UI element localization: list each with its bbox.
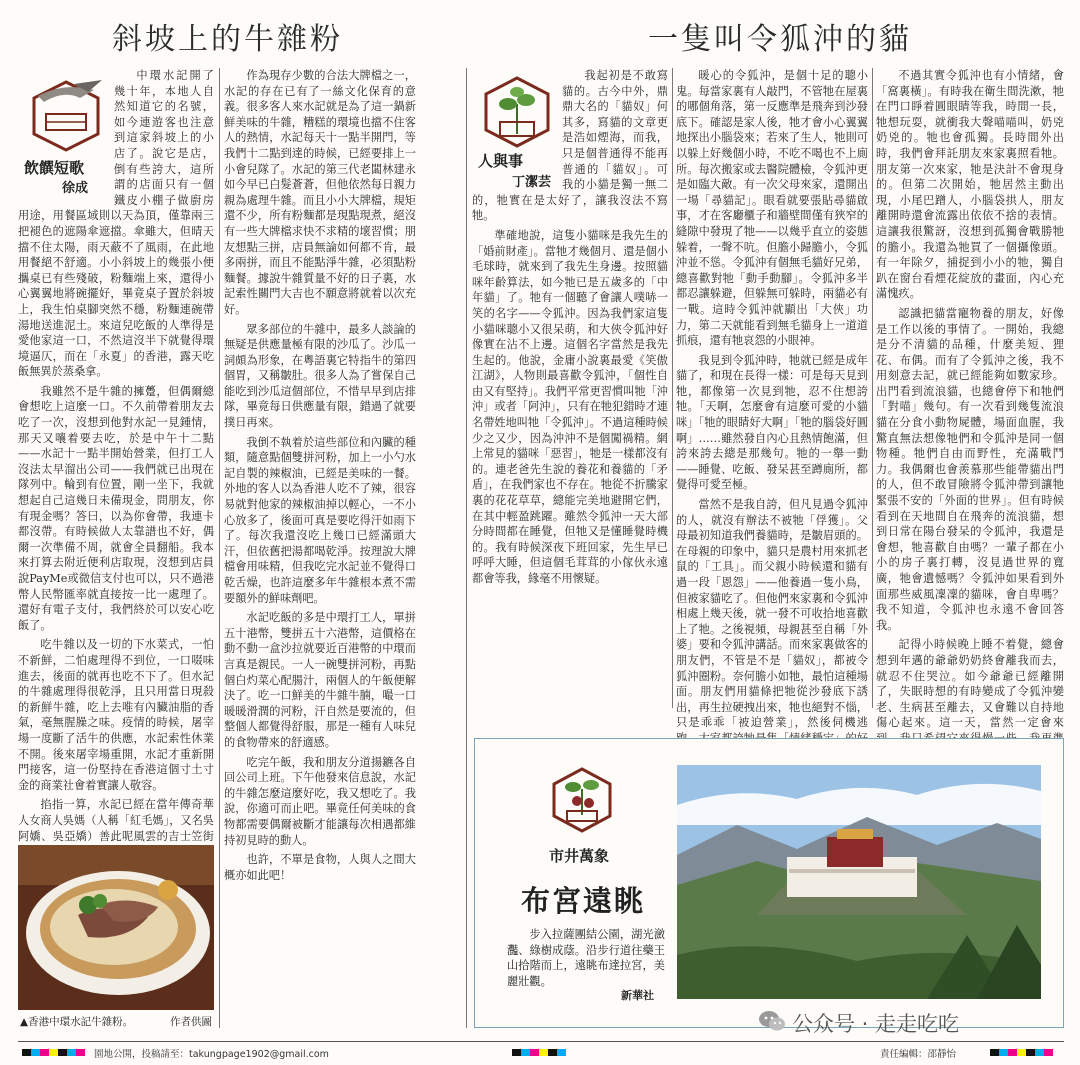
photo-caption: ▲香港中環水記牛雜粉。 [20, 1016, 134, 1028]
left-paragraph: 中環水記開了幾十年，本地人自然知道它的名號，如今連遊客也注意到這家斜坡上的小店了。說它是店，倒有些誇大，這所謂的店面只有一個鐵皮小棚子做廚房用途，用餐區域則以天為頂，僅靠兩三把褪色的遮陽傘遮擋。傘雖大，但晴天擋不住太陽，雨天蔽不了風雨，在此地用餐絕不舒適。小小斜坡上的幾張小便攜桌已有些殘破，粉麵端上來，還得小心翼翼地將碗擺好，畢竟桌子置於斜坡上，我生怕桌腳突然不穩，粉麵連碗帶湯地送進泥土。來這兒吃飯的人準得是愛他家這一口，不然這沒半下就覺得環境逼仄，而在「永夏」的香港，露天吃飯無異於蒸桑拿。 [18, 69, 214, 379]
beef-noodle-photo [18, 845, 214, 1010]
right-paragraph: 我起初是不敢寫貓的。古今中外，鼎鼎大名的「貓奴」何其多，寫貓的文章更是浩如煙海，而我，只是個普通得不能再普通的「貓奴」。可我的小貓是獨一無二的，牠實在是太好了，讓我沒法不寫牠。 [472, 69, 668, 223]
box-title: 布宮遠眺 [521, 884, 646, 918]
right-paragraph: 當然不是我自誇，但凡見過令狐沖的人，就沒有辦法不被牠「俘獲」。父母最初知道我們養貓時，是皺眉頭的。在母親的印象中，貓只是農村用來抓老鼠的「工具」。而父親小時候還和貓有過一段「恩怨」——他養過一隻小鳥，但被家貓吃了。但他們來家裏和令狐沖相處上幾天後，就一發不可收拾地喜歡上了牠。之後視頻，母親甚至自稱「外婆」要和令狐沖講話。而來家裏做客的朋友們，不管是不是「貓奴」，都被令狐沖圈粉。奈何膽小如牠，最怕這種場面。朋友們用貓條把牠從沙發底下誘出，再生拉硬拽出來，牠也絕對不惱，只是乖乖「被迫營業」，然後伺機逃 [676, 498, 868, 730]
left-paragraph: 也許，不單是食物，人與人之間大概亦如此吧！ [224, 853, 416, 882]
left-column-1 [18, 68, 214, 843]
left-paragraph: 我雖然不是牛雜的擁躉，但偶爾總會想吃上這麼一口。不久前帶着朋友去吃了一次，沒想到他對水記一見鍾情，那天又嚷着要去吃，於是中午十二點——水記十一點半開始營業，但打工人沒法太早溜出公司——我們就已出現在隊列中。輪到有位置，剛一坐下，我就想起自己這幾日未備現金，問朋友，你有現金嗎？答曰，以為你會帶，我連卡都沒帶。有時候做人太靠譜也不好，偶爾一次準備不周，就會全員翻船。我本來打算去附近便利店取現，沒想到店員說PayMe或微信支付也可以，只不過港幣人民幣匯率就直接按一比一處理了。還好有電子支付，我們終於可以安心吃飯了。 [18, 384, 214, 632]
left-paragraph: 作為現存少數的合法大牌檔之一，水記的存在已有了一絲文化保育的意義。很多客人來水記就是為了這一鍋新鮮美味的牛雜，糟糕的環境也擋不住客人的熱情，水記每天十一點半開門，等我們十二點到達的時候，已經要排上一小會兒隊了。水記的第三代老闆林建永如今早已白髮蒼蒼，但他依然每日親力親為處理牛雜。而且小小大牌檔，規矩還不少，所有粉麵都是現點現煮，絕沒有一些大牌檔求快不求精的壞習慣；朋友想點三拼，店員無論如何都不肯，最多兩拼，而且不能點淨牛雜，必須點粉麵餐。據說牛雜質量不好的日子裏，水記索性關門大吉也不願意將就着以次充好。 [224, 69, 416, 316]
photo-feature-box [474, 738, 1064, 1028]
left-column-2 [224, 68, 416, 1028]
right-column-name: 人與事 [478, 152, 524, 170]
footer-editor: 責任編輯：邵靜怡 [880, 1049, 957, 1060]
footer-rule [18, 1041, 1064, 1042]
potala-palace-photo [677, 765, 1041, 999]
photo-credit: 作者供圖 [170, 1016, 212, 1028]
watermark-text: 公众号 · 走走吃吃 [792, 1012, 960, 1036]
box-text: 步入拉薩團結公園，湖光瀲灩、綠樹成蔭。沿步行道往藥王山拾階而上，遠眺布達拉宮，美麗壯觀。 [507, 928, 665, 988]
box-credit: 新華社 [621, 989, 654, 1002]
right-paragraph: 記得小時候晚上睡不着覺，總會想到年邁的爺爺奶奶終會離我而去，就忍不住哭泣。如今爺爺已經離開了，失眠時想的有時變成了令狐沖變老、生病甚至離去，又會難以自持地傷心起來。這一天，當然一定會來 [876, 638, 1064, 730]
column-divider [872, 68, 873, 708]
potala-palace-landscape [677, 765, 1041, 999]
right-paragraph: 準確地說，這隻小貓咪是我先生的「婚前財產」。當牠才幾個月、還是個小毛球時，就來到了我先生身邊。按照貓咪年齡算法，如今牠已是五歲多的「中年貓」了。牠有一個聽了會讓人噗哧一笑的名字——令狐沖。因為我們家這隻小貓咪聰小又很呆萌，和大俠令狐沖好像實在沾不上邊。這個名字當然是我先生起的。他說，金庸小說裏最愛《笑傲江湖》，人物則最喜歡令狐沖，「個性自由又有堅持」。我們平常更習慣叫牠「沖沖」或者「阿沖」，只有在牠犯錯時才連名帶姓地叫牠「令狐沖」。不過這種時候少之又少，因為沖沖不是個闖禍精。網上常見的貓咪「惡習」，牠是一樣都沒有的。連老爸先生說的養花和養貓的「矛盾」，在我們家也不存在。牠從不折騰家裏的花花草草，總能完美地避開它們，在其中輕盈跳躍。雖然令狐沖一天大部分時間都在睡覺，但牠又是懂睡覺時機的。我有時候深夜下班回家，先生早已呼呼大睡，但這個毛茸茸的小傢伙永遠都會等我，緣毫不用懷疑。 [472, 228, 668, 585]
left-paragraph: 我倒不執着於這些部位和內臟的種類，隨意點個雙拼河粉，加上一小勺水記自製的辣椒油，已經是美味的一餐。外地的客人以為香港人吃不了辣，很容易就對他家的辣椒油掉以輕心，一不小心放多了，後面可真是要吃得汗如雨下了。每次我還沒吃上幾口已經滿頭大汗，但依舊把湯都喝乾淨。按理說大牌檔會用味精，但我吃完水記並不覺得口乾舌燥，也許這麼多年牛雜根本煮不需要額外的鮮味劑吧。 [224, 435, 416, 605]
color-registration-bar [22, 1049, 85, 1056]
left-paragraph: 掐指一算，水記已經在當年傳奇華人女商人吳媽（人稱「紅毛媽」，又名吳阿嬌、吳亞嬌）善此呢風雲的吉士笠街 [18, 798, 214, 843]
left-paragraph: 吃牛雜以及一切的下水菜式，一怕不新鮮，二怕處理得不到位，一口啜味進去，後面的就再也吃不下了。但水記的牛雜處理得很乾淨，且只用當日現殺的新鮮牛雜，吃上去唯有內臟油脂的香氣，毫無腥臊之味。疫情的時候，屠宰場一度斷了活牛的供應，水記索性休業不開。後來屠宰場重開，水記才重新開門接客，這一份堅持在香港這個寸土寸金的商業社會着實讓人敬容。 [18, 638, 214, 792]
left-paragraph: 吃完午飯，我和朋友分道揚鑣各自回公司上班。下午他發來信息說，水記的牛雜怎麼這麼好吃，我又想吃了。我說，你適可而止吧。畢竟任何美味的食物都需要偶爾被斷才能讓每次相遇都維持初見時的動人。 [224, 755, 416, 847]
left-column-name: 飲饌短歌 [24, 159, 85, 177]
right-paragraph: 我見到令狐沖時，牠就已經是成年貓了，和現在長得一樣：可是每天見到牠，都像第一次見到牠，忍不住想誇牠。「天啊，怎麼會有這麼可愛的小貓咪」「牠的眼睛好大啊」「牠的腦袋好圓啊」……雖然發自內心且熱情飽滿，但誇來誇去總是那幾句。牠的一舉一動——睡覺、吃飯、發呆甚至蹲廁所，都覺得可愛至極。 [676, 353, 868, 492]
right-column-1 [472, 68, 668, 708]
left-article-title: 斜坡上的牛雜粉 [112, 22, 343, 57]
cherry-hexagon-icon [547, 765, 617, 835]
right-paragraph: 不過其實令狐沖也有小情緒，會「窩裏橫」。有時我在衛生間洗漱，牠在門口睜着圓眼睛等我，時間一長，牠想玩耍，就衝我大聲喵喵叫，奶兇奶兇的。牠也會孤獨。長時間外出時，我們會拜託朋友來家裏照看牠。朋友第一次來家，牠是決計不會現身的。但第二次開始，牠居然主動出現，小尾巴蹭人，小腦袋拱人，朋友離開時還會流露出依依不捨的表情。這讓我很驚訝，沒想到孤獨會戰勝牠的膽小。我還為牠買了一個攝像頭。有一年除夕，捕捉到小小的牠，獨自趴在窗台看煙花綻放的畫面，內心充滿愧疚。 [876, 69, 1064, 301]
color-registration-bar [990, 1049, 1053, 1056]
color-registration-bar [512, 1049, 566, 1056]
column-divider [672, 68, 673, 708]
box-column-name: 市井萬象 [549, 847, 610, 865]
right-paragraph: 暖心的令狐沖，是個十足的聰小鬼。每當家裏有人敲門，不管牠在屋裏的哪個角落，第一反應準是飛奔到沙發底下。確認是家人後，牠才會小心翼翼地探出小腦袋來；若來了生人，牠則可以躲上好幾個小時，不吃不喝也不上廁所。每次搬家或去醫院體檢，令狐沖更是如臨大敵。有一次父母來家，還開出一場「尋貓記」。眼看就要張貼尋貓啟事，才在客廳櫃子和牆壁間僅有狹窄的縫隙中發現了牠——以幾乎直立的姿態躲着，一聲不吭。但膽小歸膽小，令狐沖並不慫。令狐沖有個無毛貓好兄弟，總喜歡對牠「動手動腳」。令狐沖多半都忍讓躲避，但躲無可躲時，兩貓必有一戰。這時令狐沖就顯出「大俠」功力，第二天就能看到無毛貓身上一道道抓痕，還有牠哀怨的小眼神。 [676, 69, 868, 348]
right-article-title: 一隻叫令狐沖的貓 [648, 22, 912, 57]
footer-submission-info: 園地公開，投稿請至：takungpage1902@gmail.com [94, 1049, 329, 1060]
right-column-2 [676, 68, 868, 730]
right-paragraph: 認識把貓當寵物養的朋友，好像是工作以後的事情了。一開始，我總是分不清貓的品種，什麼美短、狸花、布偶。而有了令狐沖之後，我不用刻意去記，就已經能夠如數家珍。出門看到流浪貓，也總會停下和牠們「對喵」幾句。有一次看到幾隻流浪貓在分食小動物屍體，場面血腥，我驚直無法想像牠們和令狐沖是同一個物種。牠們自由而野性，充滿戰鬥力。我偶爾也會羨慕那些能帶貓出門的人，但不敢冒險將令狐沖帶到讓牠緊張不安的「外面的世界」。但有時候看到在天地間自在飛奔的流浪貓，想到日常在陽台發呆的令狐沖，我還是會想，牠喜歡自由嗎？一輩子都在小小的房子裏打轉，沒見過世界的寬廣，牠會遺憾嗎？令狐沖如果看到外面那些威風凜凜的貓咪，會自卑嗎？我不知道，令狐沖也永遠不會回答我。 [876, 306, 1064, 632]
left-author: 徐成 [62, 181, 89, 196]
left-paragraph: 眾多部位的牛雜中，最多人談論的無疑是供應量極有限的沙瓜了。沙瓜一詞頗為形象，在粵語裏它特指牛的第四個胃，又稱皺肚。很多人為了嘗保自己能吃到沙瓜這個部位，不惜早早到店排隊，畢竟每日供應量有限，錯過了就要撲日再來。 [224, 322, 416, 430]
left-paragraph: 水記吃飯的多是中環打工人，單拼五十港幣，雙拼五十六港幣，這價格在動不動一盒沙拉就要近百港幣的中環而言真是親民。一人一碗雙拼河粉，再點個白灼菜心配腸汁，兩個人的午飯便解決了。吃一口鮮美的牛雜牛腩，嘬一口暖暖滑潤的河粉，汗自然是要流的，但整個人都覺得舒服，那是一種有人味兒的食物帶來的舒適感。 [224, 611, 416, 749]
noodle-bowl-illustration [18, 845, 214, 1010]
right-author: 丁潔芸 [512, 175, 552, 190]
right-column-3 [876, 68, 1064, 730]
wechat-icon [758, 1009, 786, 1037]
column-divider [219, 68, 220, 1028]
article-divider [466, 68, 467, 1028]
